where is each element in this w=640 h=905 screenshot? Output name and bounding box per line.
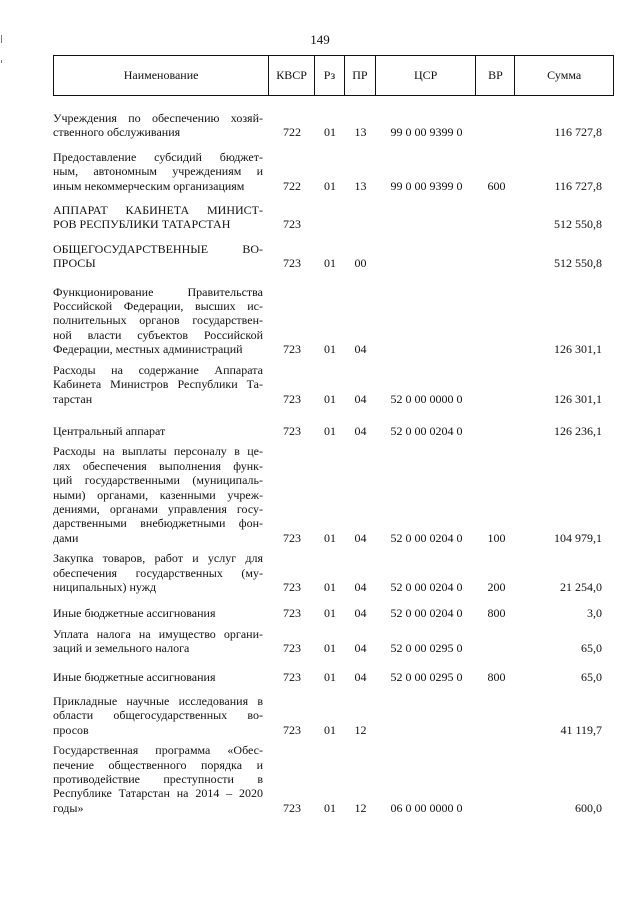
table-row (53, 551, 614, 594)
row-name-line: обеспечения государственных (му- (53, 565, 263, 580)
row-pr: 00 (354, 256, 367, 271)
row-csr: 99 0 00 9399 0 (390, 125, 463, 140)
row-name-line: противодействие преступности в (53, 772, 263, 787)
table-row (53, 743, 614, 815)
row-kvsr: 723 (283, 217, 301, 232)
table-row (53, 424, 614, 438)
row-kvsr: 723 (283, 579, 301, 594)
row-vr: 800 (487, 669, 506, 684)
table-header (53, 55, 614, 96)
row-rz: 01 (324, 641, 336, 656)
row-sum: 65,0 (581, 641, 602, 656)
row-sum: 116 727,8 (554, 178, 602, 193)
row-csr: 52 0 00 0204 0 (390, 606, 463, 621)
row-name (53, 285, 269, 357)
row-name-line: ными) органами, казенными учреж- (53, 487, 263, 502)
row-name (53, 606, 269, 620)
row-csr: 99 0 00 9399 0 (390, 178, 463, 193)
row-csr: 52 0 00 0204 0 (390, 423, 463, 438)
row-name-line: ций государственными (муниципаль- (53, 473, 263, 488)
row-kvsr: 722 (283, 178, 301, 193)
row-name-line: Функционирование Правительства (53, 284, 263, 299)
row-name-line: Российской Федерации, высших ис- (53, 299, 263, 314)
table-row (53, 670, 614, 684)
row-name (53, 670, 269, 684)
row-pr: 04 (354, 606, 367, 621)
row-name-line: ниципальных) нужд (53, 579, 157, 594)
table-row (53, 242, 614, 271)
row-name-line: области общегосударственных во- (53, 708, 263, 723)
row-rz: 01 (324, 579, 336, 594)
row-name-line: тарстан (53, 391, 93, 406)
row-name-line: полнительных органов государствен- (53, 313, 263, 328)
row-name (53, 444, 269, 545)
row-sum: 600,0 (575, 800, 602, 815)
row-pr: 12 (354, 722, 367, 737)
row-kvsr: 723 (283, 342, 301, 357)
row-name-line: заций и земельного налога (53, 641, 190, 656)
row-name-line: Иные бюджетные ассигнования (53, 669, 216, 684)
row-name (53, 203, 269, 232)
row-name-line: Федерации, местных администраций (53, 342, 243, 357)
row-kvsr: 723 (283, 391, 301, 406)
row-name (53, 743, 269, 815)
row-rz: 01 (324, 722, 336, 737)
row-rz: 01 (324, 530, 336, 545)
row-name-line: Государственная программа «Обес- (53, 743, 263, 758)
row-name-line: ной власти субъектов Российской (53, 327, 263, 342)
row-sum: 512 550,8 (554, 217, 602, 232)
row-sum: 126 301,1 (554, 342, 602, 357)
row-pr: 04 (354, 579, 367, 594)
row-name-line: ным, автономным учреждениям и (53, 164, 263, 179)
row-kvsr: 723 (283, 530, 301, 545)
row-rz: 01 (324, 800, 336, 815)
row-name-line: Иные бюджетные ассигнования (53, 606, 216, 621)
row-name-line: РОВ РЕСПУБЛИКИ ТАТАРСТАН (53, 217, 231, 232)
row-name (53, 111, 269, 140)
row-pr: 13 (354, 178, 367, 193)
row-name (53, 150, 269, 193)
row-name (53, 551, 269, 594)
row-name-line: Уплата налога на имущество органи- (53, 626, 263, 641)
table-row (53, 444, 614, 545)
row-name-line: ПРОСЫ (53, 256, 96, 271)
row-name-line: Закупка товаров, работ и услуг для (53, 551, 263, 566)
row-pr: 04 (354, 641, 367, 656)
table-row (53, 627, 614, 656)
row-name-line: АППАРАТ КАБИНЕТА МИНИСТ- (53, 203, 263, 218)
row-csr: 06 0 00 0000 0 (390, 800, 463, 815)
row-name-line: ОБЩЕГОСУДАРСТВЕННЫЕ ВО- (53, 241, 263, 256)
row-name-line: дениями, органами управления госу- (53, 501, 263, 516)
row-name-line: Предоставление субсидий бюджет- (53, 149, 263, 164)
row-rz: 01 (324, 391, 336, 406)
row-pr: 13 (354, 125, 367, 140)
column-header-kvsr: КВСР (269, 56, 315, 95)
row-name (53, 363, 269, 406)
row-pr: 04 (354, 669, 367, 684)
row-csr: 52 0 00 0295 0 (390, 669, 463, 684)
margin-mark (1, 60, 2, 63)
row-name (53, 424, 269, 438)
row-name-line: Учреждения по обеспечению хозяй- (53, 111, 263, 125)
row-sum: 104 979,1 (554, 530, 602, 545)
row-rz: 01 (324, 606, 336, 621)
row-name-line: Расходы на содержание Аппарата (53, 362, 263, 377)
row-rz: 01 (324, 125, 336, 140)
page-number: 149 (310, 32, 330, 47)
row-name-line: ственного обслуживания (53, 125, 181, 140)
row-rz: 01 (324, 423, 336, 438)
row-name-line: Центральный аппарат (53, 423, 166, 438)
row-vr: 800 (487, 606, 506, 621)
row-name-line: дами (53, 530, 79, 545)
row-vr: 200 (487, 579, 506, 594)
row-kvsr: 722 (283, 125, 301, 140)
column-header-vr: ВР (476, 56, 515, 95)
row-kvsr: 723 (283, 800, 301, 815)
table-body (53, 103, 614, 815)
row-name (53, 627, 269, 656)
row-name-line: годы» (53, 800, 84, 815)
row-sum: 65,0 (581, 669, 602, 684)
row-vr: 100 (487, 530, 506, 545)
row-name-line: печение общественного порядка и (53, 757, 263, 772)
row-pr: 04 (354, 342, 367, 357)
row-sum: 3,0 (587, 606, 602, 621)
row-csr: 52 0 00 0295 0 (390, 641, 463, 656)
row-name-line: дарственными внебюджетными фон- (53, 516, 263, 531)
row-pr: 12 (354, 800, 367, 815)
row-name-line: Кабинета Министров Республики Та- (53, 377, 263, 392)
column-header-name: Наименование (54, 56, 269, 95)
column-header-pr: ПР (345, 56, 376, 95)
row-sum: 512 550,8 (554, 256, 602, 271)
row-pr: 04 (354, 530, 367, 545)
row-kvsr: 723 (283, 256, 301, 271)
table-row (53, 606, 614, 620)
table-row (53, 111, 614, 140)
row-name-line: просов (53, 722, 89, 737)
table-row (53, 150, 614, 193)
row-name-line: Расходы на выплаты персоналу в це- (53, 444, 263, 459)
row-kvsr: 723 (283, 722, 301, 737)
row-sum: 126 236,1 (554, 423, 602, 438)
row-csr: 52 0 00 0000 0 (390, 391, 463, 406)
table-row (53, 285, 614, 357)
row-csr: 52 0 00 0204 0 (390, 579, 463, 594)
row-rz: 01 (324, 178, 336, 193)
row-csr: 52 0 00 0204 0 (390, 530, 463, 545)
table-row (53, 203, 614, 232)
column-header-rz: Рз (315, 56, 345, 95)
row-sum: 116 727,8 (554, 125, 602, 140)
row-rz: 01 (324, 342, 336, 357)
table-row (53, 694, 614, 737)
row-sum: 41 119,7 (560, 722, 602, 737)
row-kvsr: 723 (283, 606, 301, 621)
row-sum: 21 254,0 (560, 579, 602, 594)
row-pr: 04 (354, 423, 367, 438)
row-pr: 04 (354, 391, 367, 406)
column-header-csr: ЦСР (376, 56, 477, 95)
row-name-line: лях обеспечения выполнения функ- (53, 458, 263, 473)
row-name-line: Прикладные научные исследования в (53, 694, 263, 708)
row-kvsr: 723 (283, 669, 301, 684)
row-vr: 600 (487, 178, 506, 193)
row-kvsr: 723 (283, 641, 301, 656)
row-kvsr: 723 (283, 423, 301, 438)
row-name-line: Республике Татарстан на 2014 – 2020 (53, 786, 263, 801)
row-name-line: иным некоммерческим организациям (53, 178, 245, 193)
row-rz: 01 (324, 669, 336, 684)
table-row (53, 363, 614, 406)
row-name (53, 242, 269, 271)
row-name (53, 694, 269, 737)
row-rz: 01 (324, 256, 336, 271)
column-header-sum: Сумма (547, 68, 582, 82)
row-sum: 126 301,1 (554, 391, 602, 406)
